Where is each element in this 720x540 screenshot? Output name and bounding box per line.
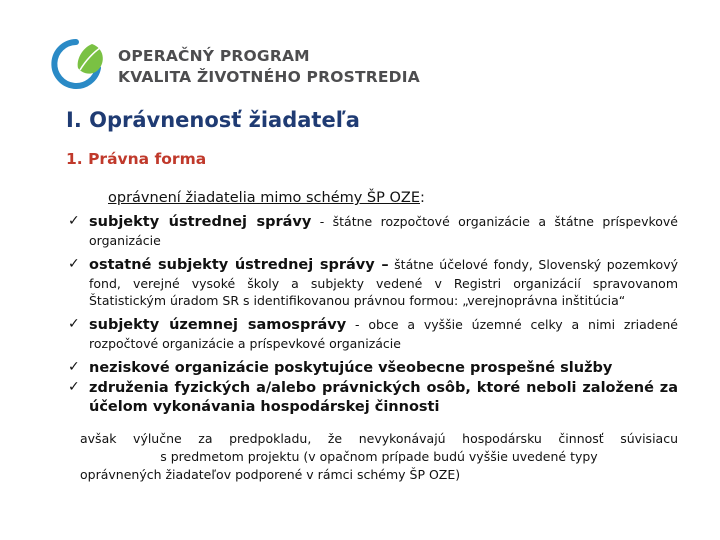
intro-suffix: : [420,190,425,206]
list-item-line [89,212,678,232]
list-item-rest: - obce a vyššie územné celky a nimi zriadené [346,317,678,332]
list-item [66,358,678,378]
list-item-bold: združenia fyzických a/alebo právnických osôb, ktoré neboli založené za [89,380,678,396]
intro-underlined: oprávnení žiadatelia mimo schémy ŠP OZE [108,190,420,206]
program-name-line1: OPERAČNÝ PROGRAM [118,47,310,65]
checkmark-icon: ✓ [68,213,80,229]
list-item [66,212,678,249]
list-item-bold: ostatné subjekty ústrednej správy – [89,257,389,273]
list-item-continuation: organizácie [89,233,161,248]
checkmark-icon: ✓ [68,359,80,375]
checkmark-icon: ✓ [68,316,80,332]
list-item-continuation: rozpočtové organizácie a príspevkové organizácie [89,336,401,351]
list-item [66,315,678,352]
eligible-applicants-list [66,212,678,423]
list-item [66,255,678,309]
footer-line: avšak výlučne za predpokladu, že nevykonávajú hospodársku činnosť súvisiacu [80,431,678,446]
op-kzp-logo-icon [42,38,108,90]
list-item-bold: subjekty ústrednej správy [89,214,312,230]
list-item [66,378,678,417]
list-item-line [89,378,678,398]
program-name [118,46,420,88]
checkmark-icon: ✓ [68,256,80,272]
list-item-bold: subjekty územnej samosprávy [89,317,347,333]
footer-line: oprávnených žiadateľov podporené v rámci schémy ŠP OZE) [80,467,461,482]
footer-line: s predmetom projektu (v opačnom prípade budú vyššie uvedené typy [160,449,598,464]
section-subtitle: 1. Právna forma [66,150,207,168]
intro-text [108,190,425,206]
footer-note [80,430,678,484]
list-item-line [89,315,678,335]
program-name-line2: KVALITA ŽIVOTNÉHO PROSTREDIA [118,68,420,86]
list-item-line [89,255,678,275]
list-item-rest: štátne účelové fondy, Slovenský pozemkový [388,257,678,272]
list-item-line [89,358,678,378]
list-item-rest: - štátne rozpočtové organizácie a štátne príspevkové [311,214,678,229]
list-item-continuation: účelom vykonávania hospodárskej činnosti [89,399,440,415]
checkmark-icon: ✓ [68,379,80,395]
slide-title: I. Oprávnenosť žiadateľa [66,108,360,132]
list-item-bold: neziskové organizácie poskytujúce všeobecne prospešné služby [89,360,613,376]
list-item-continuation: Štatistickým úradom SR s identifikovanou právnou formou: „verejnoprávna inštitúcia“ [89,293,626,308]
list-item-continuation: fond, verejné vysoké školy a subjekty vedené v Registri organizácií spravovanom [89,276,678,291]
